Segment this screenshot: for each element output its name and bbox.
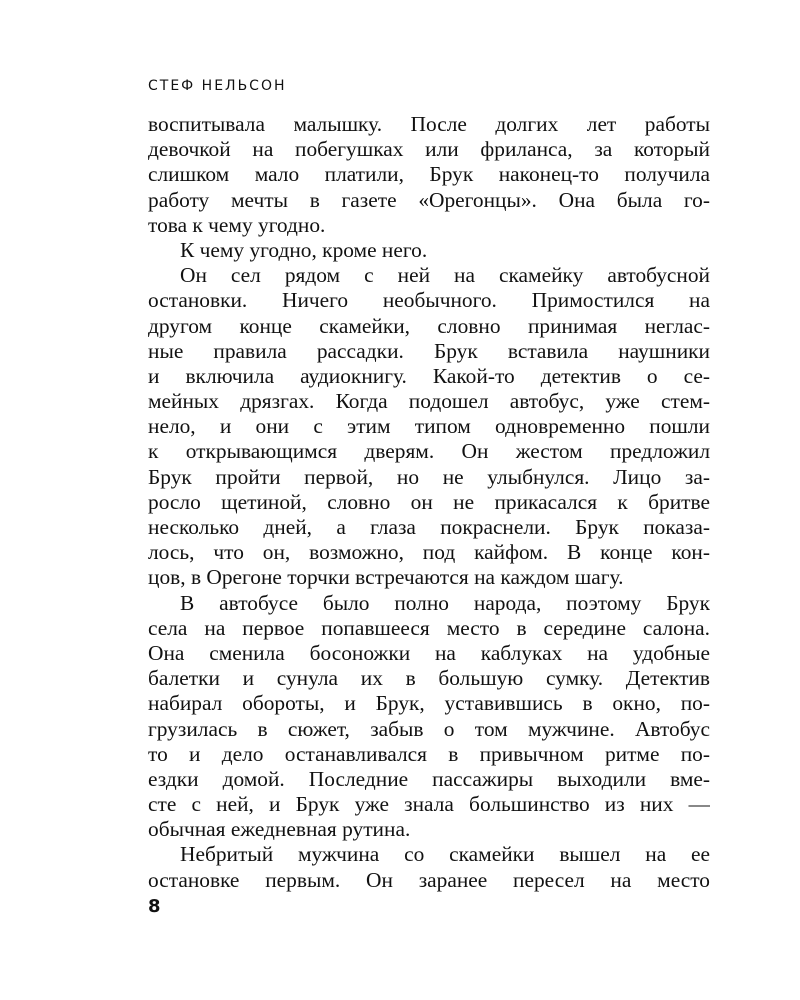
text-line: села на первое попавшееся место в середине салона. [148,615,710,640]
text-line: другом конце скамейки, словно принимая неглас- [148,313,710,338]
text-line: росло щетиной, словно он не прикасался к бритве [148,489,710,514]
text-line: воспитывала малышку. После долгих лет работы [148,112,710,136]
text-line: девочкой на побегушках или фриланса, за который [148,137,710,162]
running-head: СТЕФ НЕЛЬСОН [148,78,287,94]
text-line: това к чему угодно. [148,212,326,237]
text-line: остановке первым. Он заранее пересел на место [148,867,710,892]
text-line: Небритый мужчина со скамейки вышел на ее [180,842,710,867]
text-line: грузилась в сюжет, забыв о том мужчине. Автобус [148,716,710,741]
text-line: несколько дней, а глаза покраснели. Брук показа- [148,515,710,539]
text-line: нело, и они с этим типом одновременно пошли [148,414,710,439]
text-line: Она сменила босоножки на каблуках на удобные [148,640,710,665]
text-line: Брук пройти первой, но не улыбнулся. Лицо за- [148,464,710,489]
page-number: 8 [148,896,161,917]
text-line: балетки и сунула их в большую сумку. Детектив [148,666,710,691]
text-line: К чему угодно, кроме него. [180,237,428,262]
text-line: то и дело останавливался в привычном ритме по- [148,741,710,766]
text-line: обычная ежедневная рутина. [148,817,411,842]
text-line: набирал обороты, и Брук, уставившись в окно, по- [148,691,710,716]
text-line: ездки домой. Последние пассажиры выходили вме- [148,766,710,791]
text-line: слишком мало платили, Брук наконец-то получила [148,162,710,187]
text-line: Он сел рядом с ней на скамейку автобусной [180,263,710,288]
text-line: цов, в Орегоне торчки встречаются на каждом шагу. [148,565,624,590]
text-line: ные правила рассадки. Брук вставила наушники [148,338,710,363]
text-line: лось, что он, возможно, под кайфом. В конце кон- [148,540,710,565]
text-line: работу мечты в газете «Орегонцы». Она была го- [148,187,710,212]
text-line: остановки. Ничего необычного. Примостился на [148,288,710,313]
text-line: и включила аудиокнигу. Какой-то детектив о се- [148,363,710,388]
text-line: к открывающимся дверям. Он жестом предложил [148,439,710,464]
body-text [148,112,710,893]
text-line: мейных дрязгах. Когда подошел автобус, уже стем- [148,389,710,414]
text-line: В автобусе было полно народа, поэтому Брук [180,590,710,615]
text-line: сте с ней, и Брук уже знала большинство из них — [148,792,710,817]
